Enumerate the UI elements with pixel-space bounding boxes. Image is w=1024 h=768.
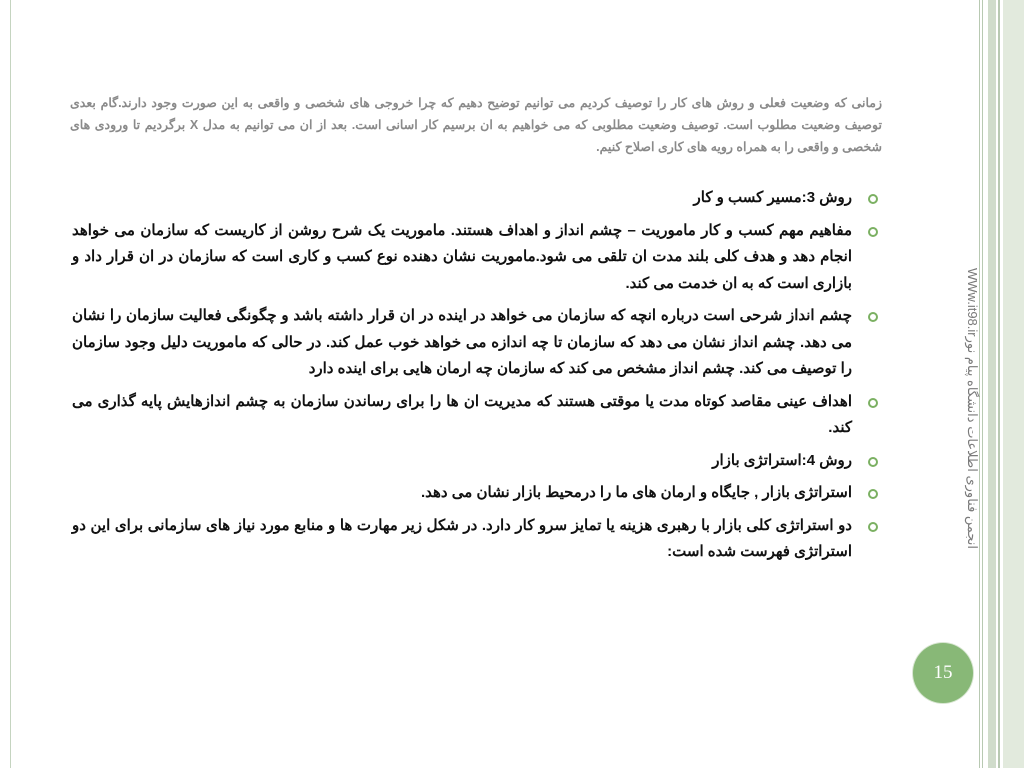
bullet-dot-icon xyxy=(868,522,878,532)
bullet-dot-icon xyxy=(868,398,878,408)
bullet-text: اهداف عینی مقاصد کوتاه مدت یا موقتی هستند که مدیریت ان ها را برای رساندن سازمان به چشم اندازهایش پایه گذاری می کند. xyxy=(72,392,852,436)
page-number-badge: 15 xyxy=(913,643,973,703)
bullet-item xyxy=(72,218,882,298)
bullet-dot-icon xyxy=(868,489,878,499)
bullet-text: روش 3:مسیر کسب و کار xyxy=(693,189,852,206)
bullet-item xyxy=(72,303,882,383)
intro-paragraph: زمانی که وضعیت فعلی و روش های کار را توصیف کردیم می توانیم توضیح دهیم که چرا خروجی های شخصی و واقعی به این صورت وجود دارند.گام بعدی توصیف وضعیت مطلوب است. توصیف وضعیت مطلوبی که می خواهیم به ان برسیم کار اسانی است. بعد از ان می توانیم به مدل X برگردیم تا ورودی های شخصی و واقعی را به همراه رویه های کاری اصلاح کنیم. xyxy=(70,96,882,154)
bullet-text: مفاهیم مهم کسب و کار ماموریت – چشم انداز و اهداف هستند. ماموریت یک شرح روشن از کاریست که سازمان می خواهد انجام دهد و هدف کلی بلند مدت ان تلقی می شود.ماموریت نشان دهنده نوع کسب و کاری است که سازمان در ان قرار داد و بازاری است که به ان خدمت می کند. xyxy=(72,221,852,292)
bullet-text: چشم انداز شرحی است درباره انچه که سازمان می خواهد در اینده در ان قرار داشته باشد و چگونگی فعالیت سازمان را نشان می دهد. چشم انداز نشان می دهد که سازمان تا چه اندازه می خواهد خوب عمل کند. در حالی که ماموریت دلیل وجود سازمان را توصیف می کند. چشم انداز مشخص می کند که سازمان چه ارمان هایی برای اینده دارد xyxy=(72,307,852,377)
bullet-item xyxy=(72,480,882,507)
slide-left-border xyxy=(0,0,11,768)
bullet-dot-icon xyxy=(868,312,878,322)
bullet-text: استراتژی بازار , جایگاه و ارمان های ما را درمحیط بازار نشان می دهد. xyxy=(420,484,852,501)
border-stripe xyxy=(1003,0,1024,768)
bullet-item xyxy=(72,513,882,566)
slide-right-border xyxy=(979,0,1024,768)
bullet-text: دو استراتژی کلی بازار با رهبری هزینه یا تمایز سرو کار دارد. در شکل زیر مهارت ها و منابع مورد نیاز های سازمانی برای این دو استراتژی فهرست شده است: xyxy=(72,516,852,560)
bullet-item xyxy=(72,389,882,442)
bullet-item xyxy=(72,448,882,475)
bullet-list xyxy=(72,185,882,572)
bullet-dot-icon xyxy=(868,457,878,467)
bullet-dot-icon xyxy=(868,227,878,237)
border-stripe xyxy=(988,0,996,768)
vertical-watermark-text: WWw.it98.irانجمن فناوری اطلاعات دانشگاه پیام نور xyxy=(965,268,980,549)
border-stripe xyxy=(998,0,1000,768)
bullet-text: روش 4:استراتژی بازار xyxy=(712,451,852,469)
bullet-dot-icon xyxy=(868,194,878,204)
bullet-item xyxy=(72,185,882,212)
border-stripe xyxy=(982,0,983,768)
